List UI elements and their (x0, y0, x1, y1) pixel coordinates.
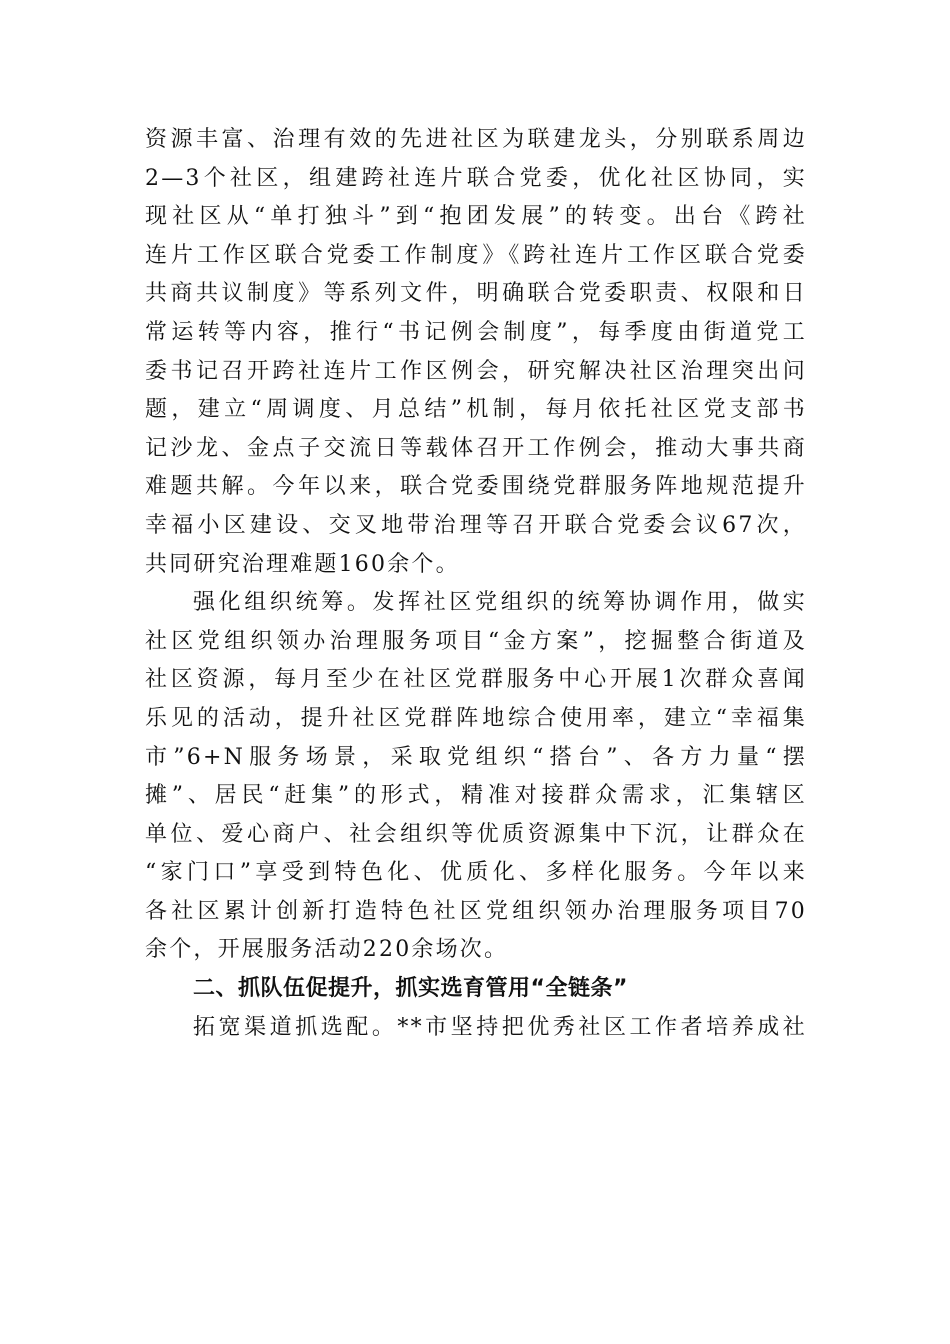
text-line: 各社区累计创新打造特色社区党组织领办治理服务项目70 (145, 898, 807, 924)
text-line: 连片工作区联合党委工作制度》《跨社连片工作区联合党委 (145, 242, 807, 268)
text-line: 题，建立“周调度、月总结”机制，每月依托社区党支部书 (145, 397, 807, 423)
text-line: 余个，开展服务活动220余场次。 (145, 937, 509, 963)
text-line: 社区资源，每月至少在社区党群服务中心开展1次群众喜闻 (145, 667, 807, 693)
paragraph-joint-party-committee (145, 121, 807, 584)
text-line: 委书记召开跨社连片工作区例会，研究解决社区治理突出问 (145, 358, 807, 384)
text-line: 现社区从“单打独斗”到“抱团发展”的转变。出台《跨社 (145, 204, 807, 230)
paragraph-selection-channels (145, 1009, 807, 1048)
text-line: 单位、爱心商户、社会组织等优质资源集中下沉，让群众在 (145, 821, 807, 847)
text-line: 乐见的活动，提升社区党群阵地综合使用率，建立“幸福集 (145, 705, 807, 731)
text-line: 共同研究治理难题160余个。 (145, 551, 460, 577)
text-line: 资源丰富、治理有效的先进社区为联建龙头，分别联系周边 (145, 127, 807, 152)
text-line: 摊”、居民“赶集”的形式，精准对接群众需求，汇集辖区 (145, 783, 807, 809)
text-line: 记沙龙、金点子交流日等载体召开工作例会，推动大事共商 (145, 435, 807, 461)
text-line: 社区党组织领办治理服务项目“金方案”，挖掘整合街道及 (145, 628, 807, 654)
text-line: “家门口”享受到特色化、优质化、多样化服务。今年以来 (145, 860, 807, 886)
document-page (145, 121, 807, 1047)
text-line: 2—3个社区，组建跨社连片联合党委，优化社区协同，实 (145, 165, 807, 191)
text-line: 拓宽渠道抓选配。**市坚持把优秀社区工作者培养成社 (193, 1014, 807, 1040)
paragraph-organization-coordination (145, 584, 807, 970)
text-line: 难题共解。今年以来，联合党委围绕党群服务阵地规范提升 (145, 474, 807, 500)
text-line: 市”6+N服务场景，采取党组织“搭台”、各方力量“摆 (145, 744, 807, 770)
text-line: 幸福小区建设、交叉地带治理等召开联合党委会议67次， (145, 512, 807, 538)
text-line: 常运转等内容，推行“书记例会制度”，每季度由街道党工 (145, 319, 807, 345)
text-line: 强化组织统筹。发挥社区党组织的统筹协调作用，做实 (193, 590, 807, 616)
section-heading: 二、抓队伍促提升，抓实选育管用“全链条” (193, 976, 628, 1002)
text-line: 共商共议制度》等系列文件，明确联合党委职责、权限和日 (145, 281, 807, 307)
